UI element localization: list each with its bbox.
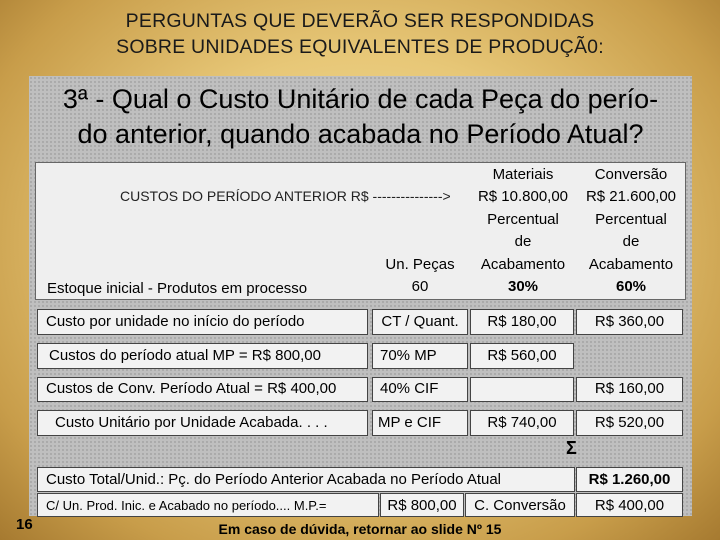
slide-heading-line2: SOBRE UNIDADES EQUIVALENTES DE PRODUÇÃ0: [116,36,604,58]
percentual-conversao: Percentual [595,211,667,228]
custo-unidade-mat-value: R$ 180,00 [487,313,557,330]
sigma-symbol: Σ [566,438,577,458]
ct-quant-label: CT / Quant. [381,313,459,330]
custos-conv-label: Custos de Conv. Período Atual = R$ 400,00 [46,380,337,397]
valor-cif-value: R$ 160,00 [594,380,665,397]
col-conversao-header: Conversão [594,166,668,183]
pct-mp-label: 70% MP [380,347,437,364]
cun-conv-label: C. Conversão [474,497,566,514]
mp-cif-label: MP e CIF [378,414,442,431]
valor-mp-value: R$ 560,00 [487,347,557,364]
custo-unidade-label: Custo por unidade no início do período [46,313,305,330]
pct-cif-label: 40% CIF [380,380,439,397]
custo-conversao-value: R$ 21.600,00 [585,188,677,205]
valor-cif-empty-box [470,377,574,402]
cun-mp-value: R$ 800,00 [387,497,457,514]
un-pecas-value: 60 [411,278,429,295]
slide-heading-line1: PERGUNTAS QUE DEVERÃO SER RESPONDIDAS [125,10,595,32]
footer-note: Em caso de dúvida, retornar ao slide Nº 15 [218,521,502,537]
percentual-materiais: Percentual [487,211,559,228]
page-number: 16 [16,516,33,533]
estoque-inicial-label: Estoque inicial - Produtos em processo [47,280,308,297]
acabamento-conversao: Acabamento [588,256,674,273]
total-label: Custo Total/Unid.: Pç. do Período Anterior Acabada no Período Atual [46,471,502,488]
custos-mp-label: Custos do período atual MP = R$ 800,00 [49,347,321,364]
col-materiais-header: Materiais [492,166,554,183]
custos-anterior-label: CUSTOS DO PERÍODO ANTERIOR R$ ---------------> [120,188,451,204]
total-value: R$ 1.260,00 [588,471,671,488]
un-pecas-label: Un. Peças [385,256,455,273]
question-line1: 3ª - Qual o Custo Unitário de cada Peça do perío- [62,84,659,114]
custo-unitario-label: Custo Unitário por Unidade Acabada. . . . [55,414,328,431]
custo-materiais-value: R$ 10.800,00 [477,188,569,205]
de-conversao: de [622,233,640,250]
unit-mat-value: R$ 740,00 [487,414,557,431]
pct-conversao-value: 60% [615,278,647,295]
cun-conv-value: R$ 400,00 [594,497,665,514]
custo-unidade-conv-value: R$ 360,00 [594,313,665,330]
pct-materiais-value: 30% [507,278,539,295]
acabamento-materiais: Acabamento [480,256,566,273]
de-materiais: de [514,233,532,250]
question-line2: do anterior, quando acabada no Período Atual? [77,119,644,149]
unit-conv-value: R$ 520,00 [594,414,665,431]
cun-label: C/ Un. Prod. Inic. e Acabado no período.... M.P.= [46,498,327,513]
